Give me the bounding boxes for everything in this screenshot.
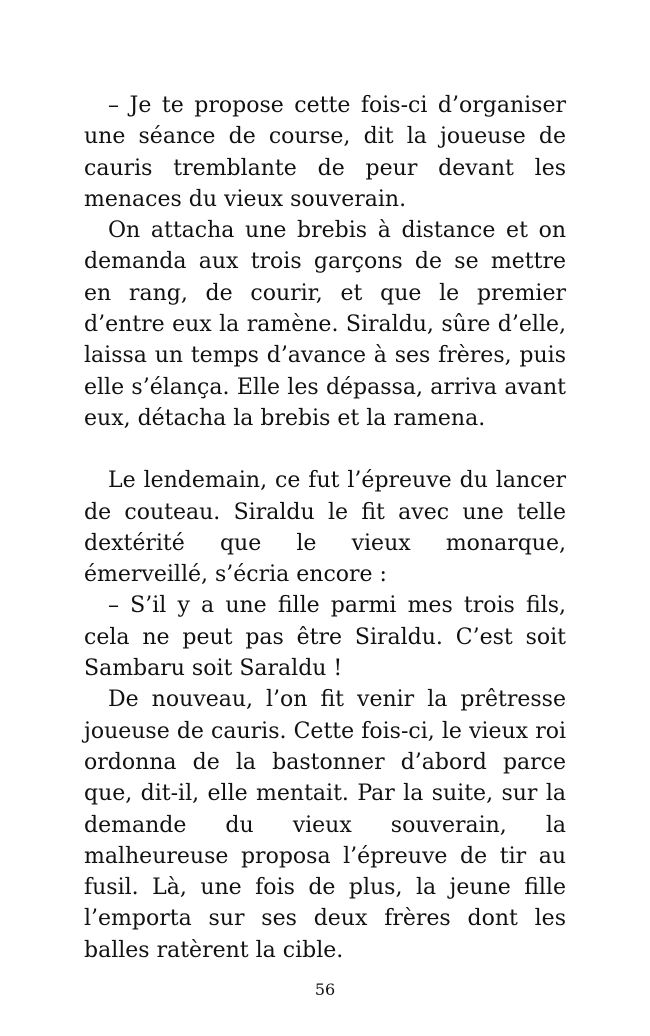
paragraph-tir-fusil: De nouveau, l’on fit venir la prêtresse joueuse de cauris. Cette fois-ci, le vieux roi ordonna de la bastonner d’abord parce que, dit-il, elle mentait. Par la suite, sur la demande du vieux souverain, la malheureuse proposa l’épreuve de tir au fusil. Là, une fois de plus, la jeune fille l’emporta sur ses deux frères dont les balles ratèrent la cible. <box>84 687 566 963</box>
paragraph-course-brebis: On attacha une brebis à distance et on demanda aux trois garçons de se mettre en rang, de courir, et que le premier d’entre eux la ramène. Siraldu, sûre d’elle, laissa un temps d’avance à ses frères, puis elle s’élança. Elle les dépassa, arriva avant eux, détacha la brebis et la ramena. <box>84 218 566 431</box>
paragraph-lancer-couteau: Le lendemain, ce fut l’épreuve du lancer de couteau. Siraldu le fit avec une telle dextérité que le vieux monarque, émerveillé, s’écria encore : <box>84 468 566 588</box>
paragraph-dialogue-course: – Je te propose cette fois-ci d’organiser une séance de course, dit la joueuse de cauris tremblante de peur devant les menaces du vieux souverain. <box>84 93 566 212</box>
paragraph-dialogue-roi: – S’il y a une fille parmi mes trois fils, cela ne peut pas être Siraldu. C’est soit Sambaru soit Saraldu ! <box>84 593 566 682</box>
page-number: 56 <box>314 980 336 999</box>
body-text <box>84 90 566 966</box>
